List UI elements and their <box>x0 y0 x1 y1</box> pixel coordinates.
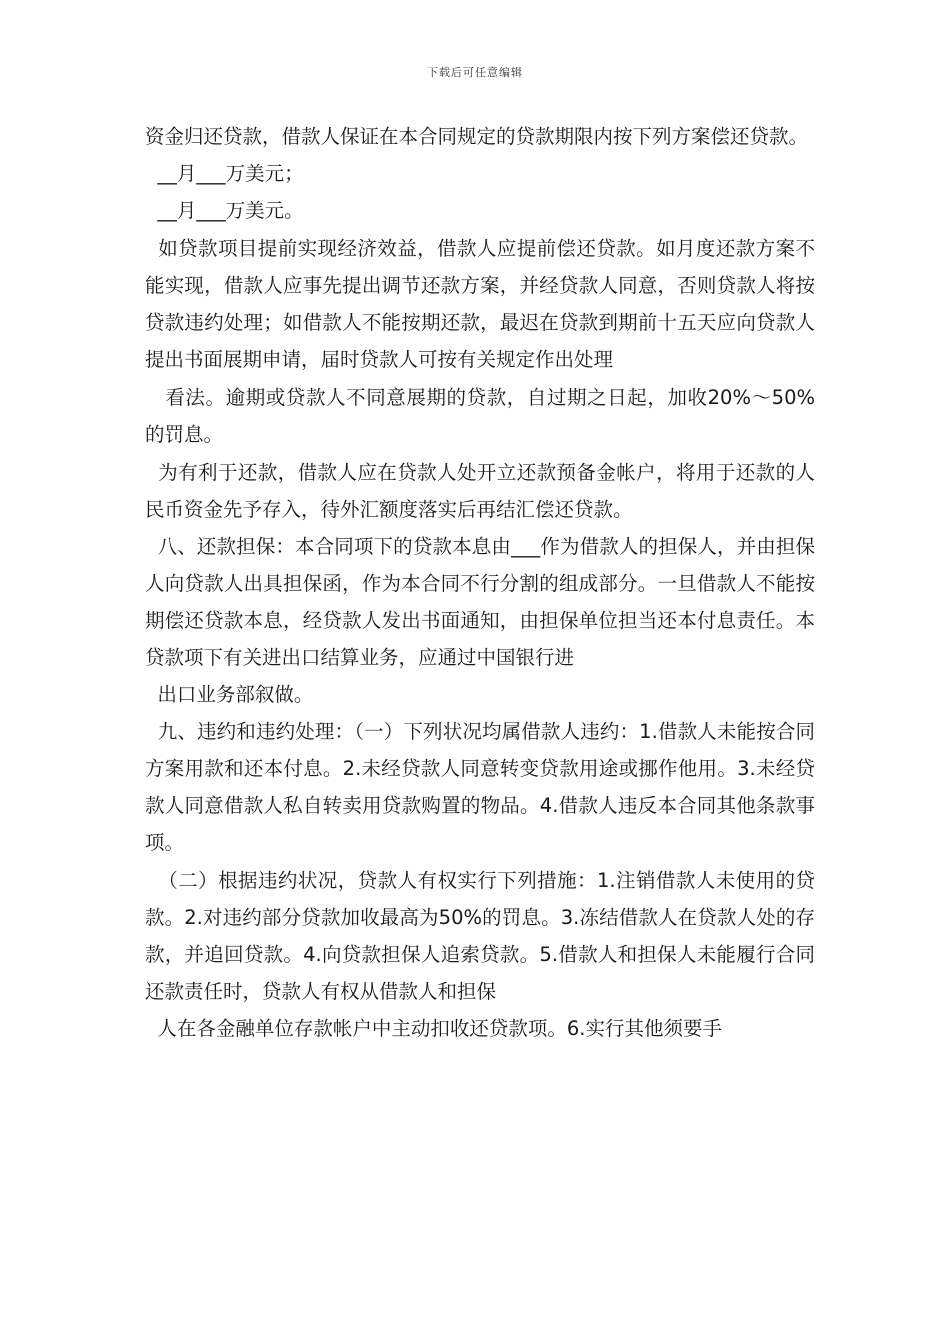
paragraph-repayment-line-2: __月___万美元。 <box>145 199 304 222</box>
document-body <box>145 118 815 1047</box>
paragraph-default-cases: 九、违约和违约处理：（一）下列状况均属借款人违约：1.借款人未能按合同方案用款和还本付息。2.未经贷款人同意转变贷款用途或挪作他用。3.未经贷款人同意借款人私自转卖用贷款购置的物品。4.借款人违反本合同其他条款事项。 <box>145 720 815 854</box>
page-header: 下载后可任意编辑 <box>427 66 523 79</box>
paragraph-reserve-account: 为有利于还款，借款人应在贷款人处开立还款预备金帐户，将用于还款的人民币资金先予存入，待外汇额度落实后再结汇偿还贷款。 <box>145 461 815 521</box>
paragraph-guarantee: 八、还款担保：本合同项下的贷款本息由___作为借款人的担保人，并由担保人向贷款人出具担保函，作为本合同不行分割的组成部分。一旦借款人不能按期偿还贷款本息，经贷款人发出书面通知，由担保单位担当还本付息责任。本贷款项下有关进出口结算业务，应通过中国银行进 <box>145 535 815 669</box>
paragraph-export-business: 出口业务部叙做。 <box>145 683 314 706</box>
paragraph-deduction: 人在各金融单位存款帐户中主动扣收还贷款项。6.实行其他须要手 <box>145 1017 723 1040</box>
paragraph-overdue-penalty: 看法。逾期或贷款人不同意展期的贷款，自过期之日起，加收20%～50%的罚息。 <box>145 386 815 446</box>
paragraph-default-measures: （二）根据违约状况，贷款人有权实行下列措施：1.注销借款人未使用的贷款。2.对违约部分贷款加收最高为50%的罚息。3.冻结借款人在贷款人处的存款，并追回贷款。4.向贷款担保人追索贷款。5.借款人和担保人未能履行合同还款责任时，贷款人有权从借款人和担保 <box>145 869 815 1003</box>
paragraph-repayment-line-1: __月___万美元； <box>145 162 304 185</box>
paragraph-repayment-intro: 资金归还贷款，借款人保证在本合同规定的贷款期限内按下列方案偿还贷款。 <box>145 125 809 148</box>
paragraph-early-repayment: 如贷款项目提前实现经济效益，借款人应提前偿还贷款。如月度还款方案不能实现，借款人应事先提出调节还款方案，并经贷款人同意，否则贷款人将按贷款违约处理；如借款人不能按期还款，最迟在贷款到期前十五天应向贷款人提出书面展期申请，届时贷款人可按有关规定作出处理 <box>145 237 815 371</box>
